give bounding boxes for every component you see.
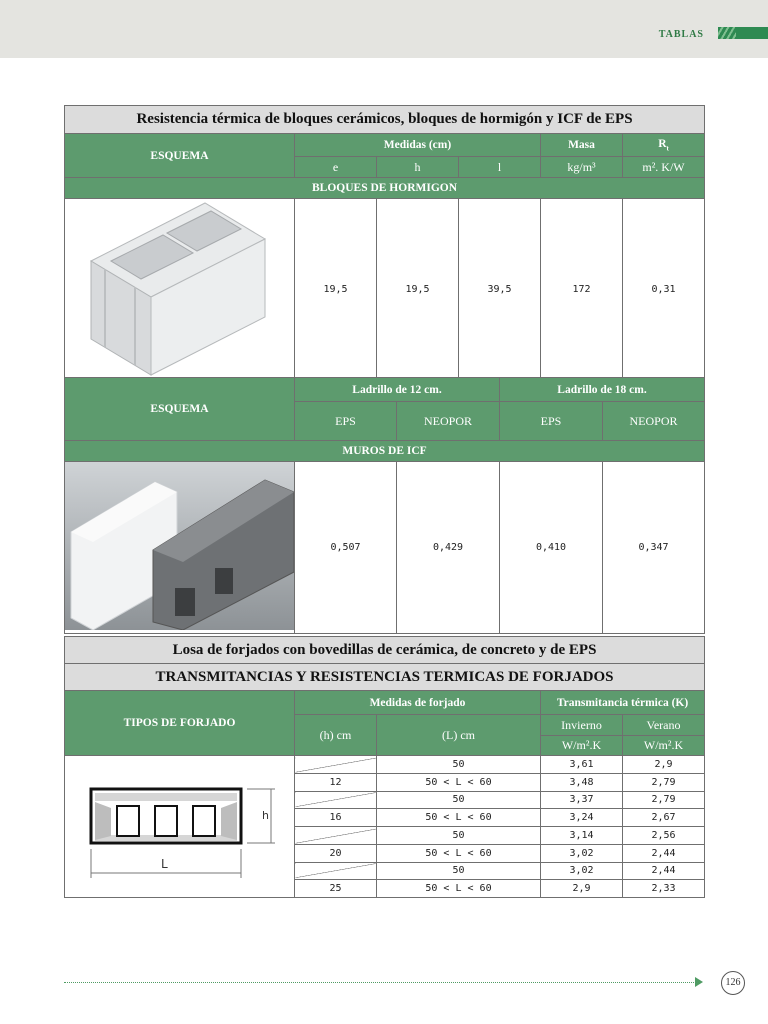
transmitancia-header: Transmitancia térmica (K) <box>541 691 705 715</box>
row-l: 50 <box>377 862 541 880</box>
row-invierno: 3,37 <box>541 791 623 809</box>
ladrillo12-header: Ladrillo de 12 cm. <box>295 378 500 402</box>
row-h <box>295 827 377 845</box>
unit-masa: kg/m³ <box>541 157 623 178</box>
invierno-header: Invierno <box>541 715 623 736</box>
row-invierno: 3,61 <box>541 756 623 774</box>
table2-title1: Losa de forjados con bovedillas de cerámica, de concreto y de EPS <box>65 637 705 664</box>
tipos-forjado-header: TIPOS DE FORJADO <box>65 691 295 756</box>
col-e: e <box>295 157 377 178</box>
diagram-h-label: h <box>262 809 269 822</box>
row-verano: 2,33 <box>623 880 705 898</box>
row-verano: 2,44 <box>623 862 705 880</box>
footer-dotted-rule <box>64 982 696 983</box>
icf-eps-18-value: 0,410 <box>500 462 603 634</box>
row-h <box>295 756 377 774</box>
icf-blocks-photo <box>65 462 294 630</box>
bloques-l-value: 39,5 <box>459 199 541 381</box>
arrow-right-icon <box>695 977 703 987</box>
verano-header: Verano <box>623 715 705 736</box>
table-row <box>65 756 705 774</box>
esquema-header: ESQUEMA <box>65 134 295 178</box>
row-invierno: 3,02 <box>541 844 623 862</box>
l-cm-header: (L) cm <box>377 715 541 756</box>
medidas-header: Medidas (cm) <box>295 134 541 157</box>
row-h: 12 <box>295 773 377 791</box>
row-l: 50 < L < 60 <box>377 844 541 862</box>
row-invierno: 3,02 <box>541 862 623 880</box>
thermal-resistance-table <box>64 105 705 381</box>
bloques-section-label: BLOQUES DE HORMIGON <box>65 178 705 199</box>
sub-col-neopor-12: NEOPOR <box>397 402 500 441</box>
row-verano: 2,79 <box>623 791 705 809</box>
masa-header: Masa <box>541 134 623 157</box>
row-invierno: 3,24 <box>541 809 623 827</box>
col-l: l <box>459 157 541 178</box>
row-h: 20 <box>295 844 377 862</box>
row-invierno: 3,14 <box>541 827 623 845</box>
forjado-diagram-cell <box>65 756 295 898</box>
ladrillo18-header: Ladrillo de 18 cm. <box>500 378 705 402</box>
page-number: 126 <box>721 971 745 995</box>
row-verano: 2,79 <box>623 773 705 791</box>
row-invierno: 3,48 <box>541 773 623 791</box>
icf-neopor-12-value: 0,429 <box>397 462 500 634</box>
forjados-table <box>64 636 705 898</box>
row-l: 50 < L < 60 <box>377 880 541 898</box>
row-l: 50 < L < 60 <box>377 809 541 827</box>
row-h: 25 <box>295 880 377 898</box>
row-verano: 2,44 <box>623 844 705 862</box>
sub-col-eps-18: EPS <box>500 402 603 441</box>
invierno-unit: W/m².K <box>541 736 623 756</box>
table1-title: Resistencia térmica de bloques cerámicos, bloques de hormigón y ICF de EPS <box>65 106 705 134</box>
bloques-rt-value: 0,31 <box>623 199 705 381</box>
row-verano: 2,56 <box>623 827 705 845</box>
concrete-block-image <box>65 199 295 381</box>
bloques-e-value: 19,5 <box>295 199 377 381</box>
esquema2-header: ESQUEMA <box>65 378 295 441</box>
row-l: 50 <box>377 827 541 845</box>
bloques-masa-value: 172 <box>541 199 623 381</box>
header-bar <box>0 0 768 58</box>
row-h <box>295 791 377 809</box>
table2-title2: TRANSMITANCIAS Y RESISTENCIAS TERMICAS DE FORJADOS <box>65 664 705 691</box>
row-h <box>295 862 377 880</box>
icf-neopor-18-value: 0,347 <box>603 462 705 634</box>
verano-unit: W/m².K <box>623 736 705 756</box>
section-label: TABLAS <box>658 29 704 40</box>
icf-blocks-image <box>65 462 295 634</box>
row-l: 50 <box>377 791 541 809</box>
icf-eps-12-value: 0,507 <box>295 462 397 634</box>
row-h: 16 <box>295 809 377 827</box>
icf-table <box>64 377 705 634</box>
row-verano: 2,67 <box>623 809 705 827</box>
h-cm-header: (h) cm <box>295 715 377 756</box>
sub-col-neopor-18: NEOPOR <box>603 402 705 441</box>
row-l: 50 < L < 60 <box>377 773 541 791</box>
diagram-l-label: L <box>161 857 168 871</box>
icf-section-label: MUROS DE ICF <box>65 441 705 462</box>
medidas-forjado-header: Medidas de forjado <box>295 691 541 715</box>
row-invierno: 2,9 <box>541 880 623 898</box>
unit-rt: m². K/W <box>623 157 705 178</box>
row-l: 50 <box>377 756 541 774</box>
bloques-h-value: 19,5 <box>377 199 459 381</box>
header-stripe-decoration <box>718 27 768 39</box>
sub-col-eps-12: EPS <box>295 402 397 441</box>
row-verano: 2,9 <box>623 756 705 774</box>
forjado-section-diagram <box>65 756 294 894</box>
concrete-block-illustration <box>65 199 294 377</box>
rt-header: $R_t$ <box>623 134 705 157</box>
col-h: h <box>377 157 459 178</box>
